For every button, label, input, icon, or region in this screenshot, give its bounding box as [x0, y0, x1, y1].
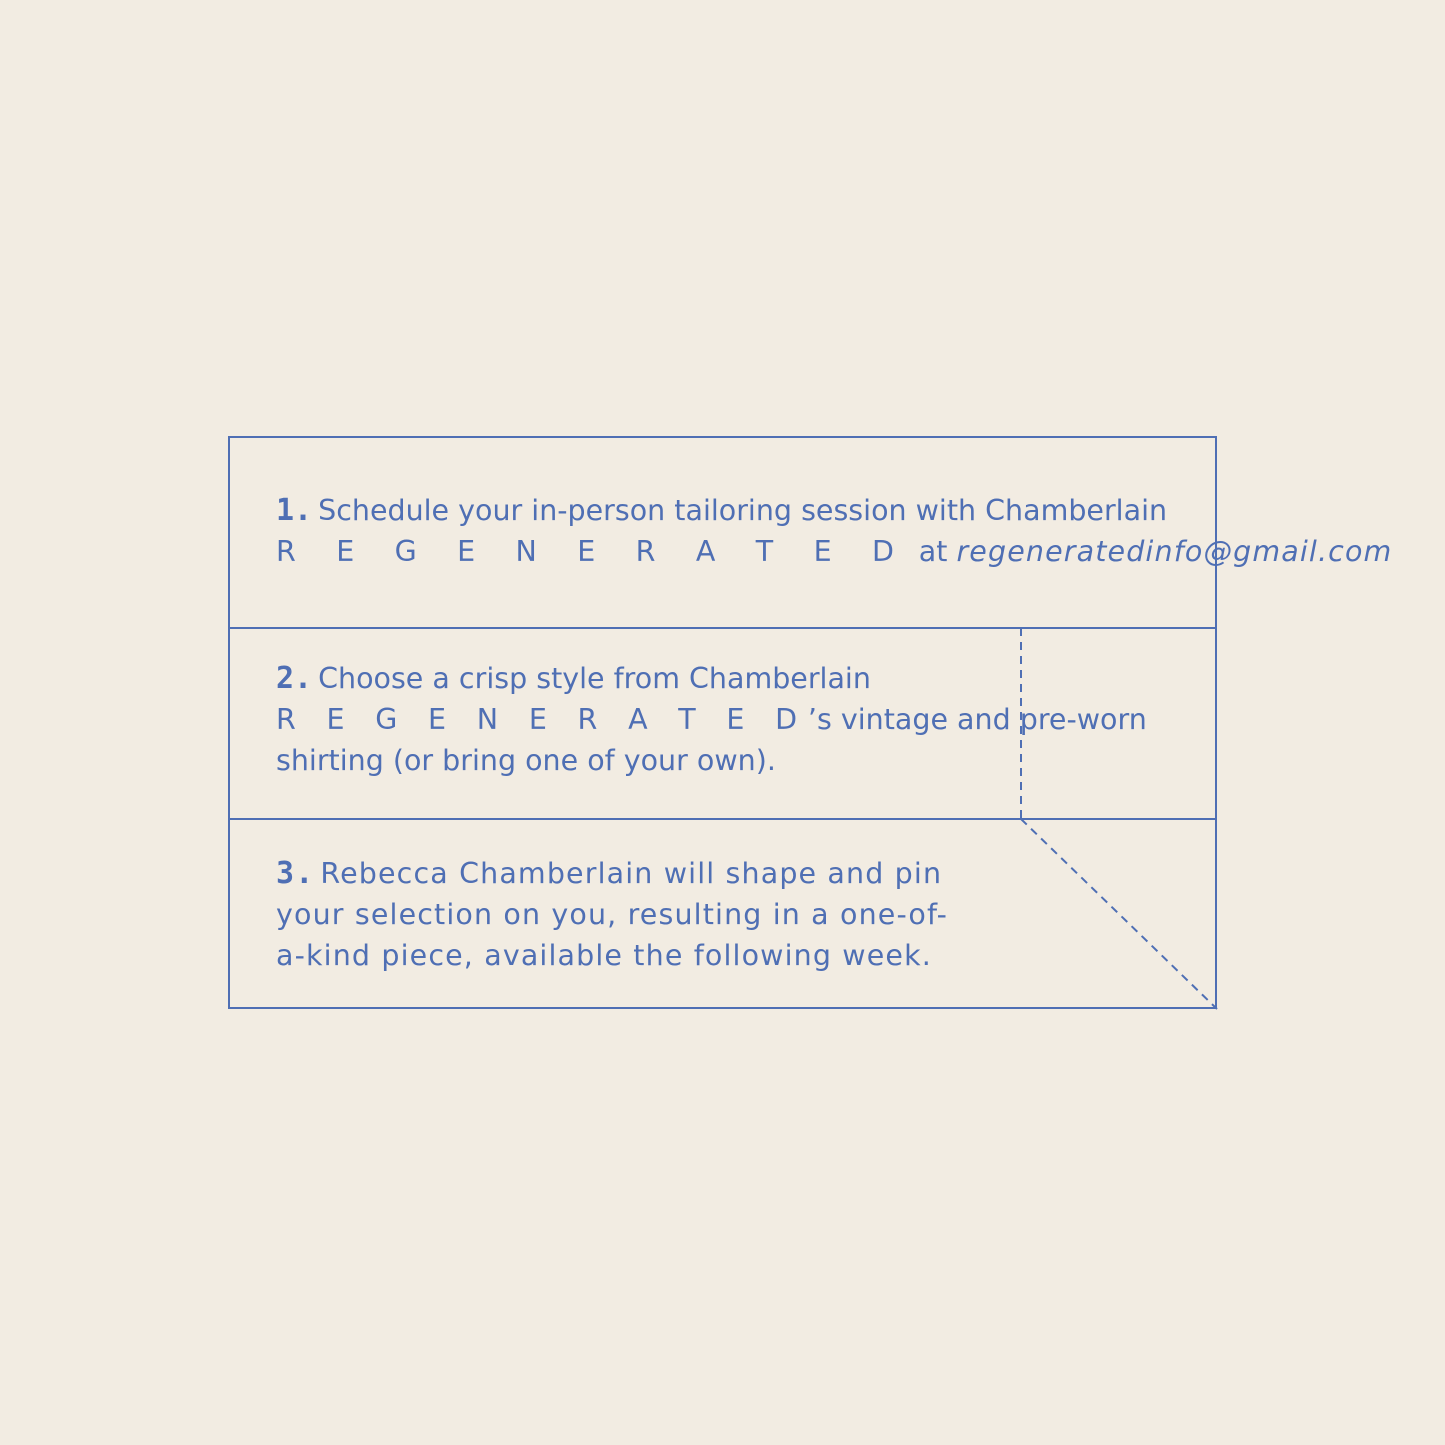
- fold-diagonal-dashed-line: [1021, 819, 1217, 1009]
- step-2-line-3: shirting (or bring one of your own).: [276, 744, 776, 777]
- step-3-line-3: a-kind piece, available the following week.: [276, 939, 932, 972]
- email-link[interactable]: regeneratedinfo@gmail.com: [956, 535, 1393, 568]
- step-3-line-2: your selection on you, resulting in a one-of-: [276, 898, 949, 931]
- step-2: [276, 658, 1147, 781]
- step-2-text-line-2: ’s vintage and pre-worn: [807, 703, 1147, 736]
- step-2-line-2: [276, 699, 1147, 740]
- step-1: [276, 490, 1392, 572]
- connector-text: at: [909, 535, 957, 568]
- step-1-line-2: [276, 531, 1392, 572]
- step-3-line-1: [276, 853, 948, 894]
- brand-name: R E G E N E R A T E D: [276, 535, 910, 568]
- step-1-text: Schedule your in-person tailoring session with Chamberlain: [318, 494, 1168, 527]
- step-1-line-1: [276, 490, 1392, 531]
- step-number: 3.: [276, 856, 315, 891]
- brand-name: R E G E N E R A T E D: [276, 703, 808, 736]
- step-2-text-line-1: Choose a crisp style from Chamberlain: [318, 662, 871, 695]
- step-number: 2.: [276, 661, 313, 696]
- step-number: 1.: [276, 493, 313, 528]
- step-2-line-1: [276, 658, 1147, 699]
- step-3: [276, 853, 948, 976]
- step-3-text-line-1: Rebecca Chamberlain will shape and pin: [320, 857, 943, 890]
- instructions-card: [228, 436, 1393, 1009]
